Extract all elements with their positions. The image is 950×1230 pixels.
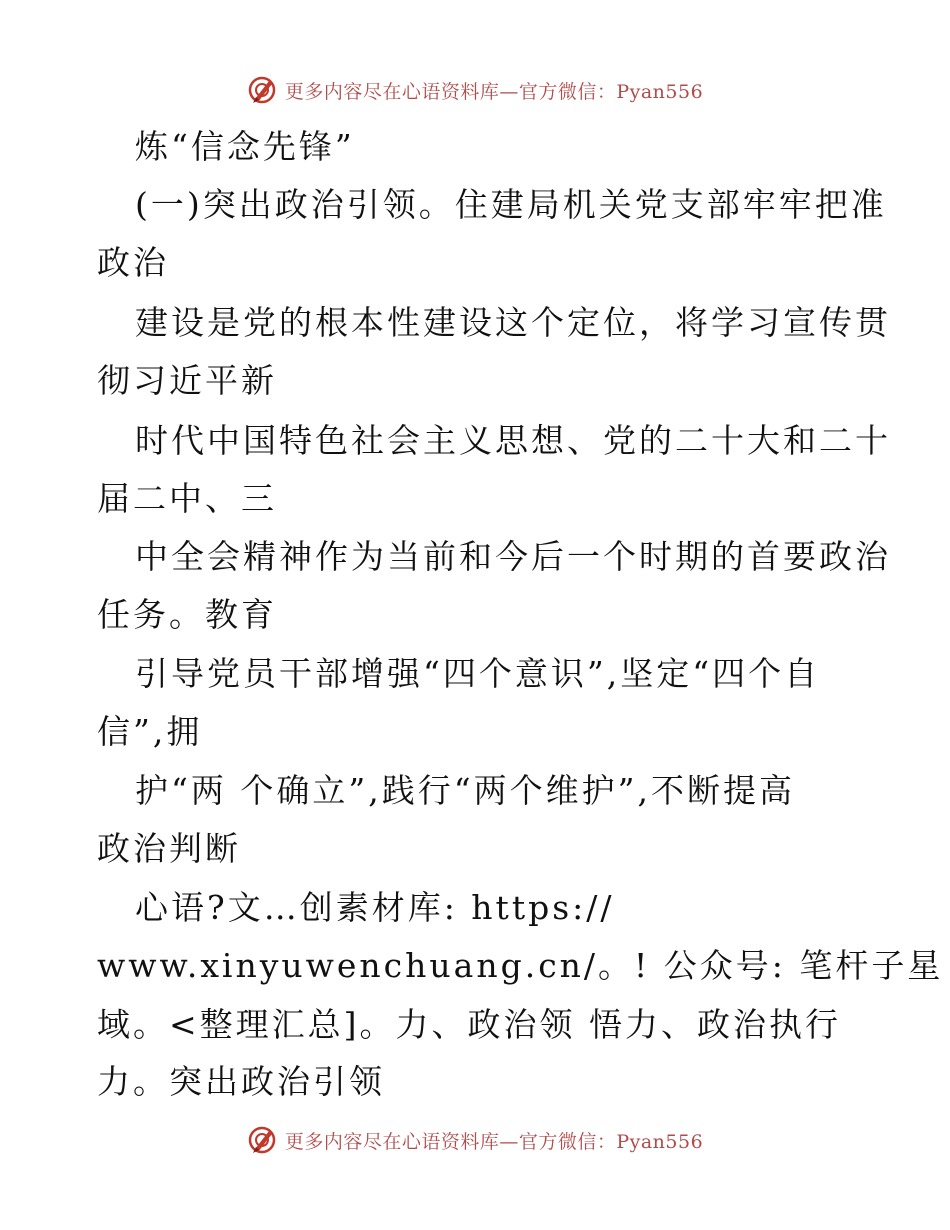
- pen-logo-icon: [247, 75, 277, 105]
- footer-watermark-banner: [0, 1120, 950, 1160]
- body-line-6: 时代中国特色社会主义思想、党的二十大和二十: [135, 421, 891, 460]
- body-line-11: 信”,拥: [97, 712, 203, 751]
- body-line-7: 届二中、三: [97, 479, 277, 518]
- body-line-15: www.xinyuwenchuang.cn/。! 公众号: 笔杆子星: [97, 946, 944, 985]
- body-line-2: (一)突出政治引领。住建局机关党支部牢牢把准: [135, 185, 887, 224]
- body-line-4: 建设是党的根本性建设这个定位，将学习宣传贯: [135, 303, 891, 342]
- body-line-9: 任务。教育: [97, 595, 277, 634]
- body-line-16: 域。<整理汇总]。力、政治领 悟力、政治执行: [97, 1005, 842, 1044]
- body-line-8: 中全会精神作为当前和今后一个时期的首要政治: [135, 537, 891, 576]
- body-line-14: 心语?文…创素材库: https://: [135, 888, 615, 927]
- body-line-13: 政治判断: [97, 829, 241, 868]
- body-line-10: 引导党员干部增强“四个意识”,坚定“四个自: [135, 654, 821, 693]
- body-line-17: 力。突出政治引领: [97, 1062, 385, 1101]
- body-line-5: 彻习近平新: [97, 361, 277, 400]
- pen-logo-icon: [247, 1125, 277, 1155]
- header-watermark-banner: [0, 70, 950, 110]
- body-line-3: 政治: [97, 243, 169, 282]
- body-line-1: 炼“信念先锋”: [135, 127, 355, 166]
- body-line-12: 护“两 个确立”,践行“两个维护”,不断提高: [135, 771, 795, 810]
- footer-watermark-text: 更多内容尽在心语资料库—官方微信：Pyan556: [284, 1130, 704, 1153]
- header-watermark-text: 更多内容尽在心语资料库—官方微信：Pyan556: [284, 80, 704, 103]
